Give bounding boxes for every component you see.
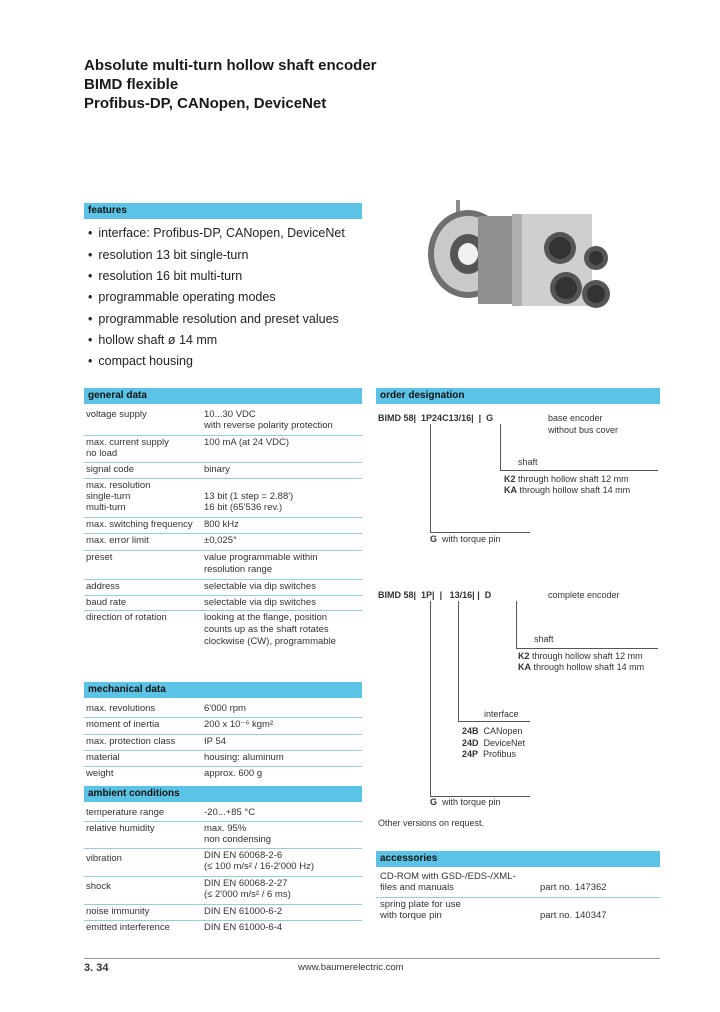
table-row: shock DIN EN 60068-2-27 (≤ 2'000 m/s² / 6 ms) [84, 877, 362, 905]
interface-option: 24B CANopen [462, 726, 523, 736]
feature-item: • hollow shaft ø 14 mm [88, 333, 217, 347]
table-row: max. protection class IP 54 [84, 735, 362, 751]
table-row: preset value programmable within resolution range [84, 551, 362, 580]
option-ka-2: KA through hollow shaft 14 mm [518, 662, 645, 672]
table-row: direction of rotation looking at the flange, position counts up as the shaft rotates clockwise (CW), programmable [86, 612, 336, 647]
accessory-row: CD-ROM with GSD-/EDS-/XML- files and manuals part no. 147362 [376, 870, 660, 898]
page-number: 3. 34 [84, 962, 109, 974]
table-row: max. revolutions 6'000 rpm [84, 702, 362, 718]
table-row: max. error limit ±0,025° [84, 534, 362, 551]
feature-item: • resolution 13 bit single-turn [88, 248, 248, 262]
table-row: emitted interference DIN EN 61000-6-4 [86, 922, 283, 933]
table-row: max. current supply no load 100 mA (at 24 VDC) [84, 436, 362, 463]
interface-option: 24D DeviceNet [462, 738, 526, 748]
ambient-conditions-heading: ambient conditions [84, 786, 362, 802]
base-encoder-label-2: without bus cover [548, 425, 619, 435]
features-heading: features [84, 203, 362, 219]
page-subtitle-interfaces: Profibus-DP, CANopen, DeviceNet [84, 95, 327, 112]
table-row: max. resolution single-turn multi-turn 13 bit (1 step = 2.88') 16 bit (65'536 rev.) [84, 479, 362, 518]
page-title: Absolute multi-turn hollow shaft encoder [84, 57, 377, 74]
option-k2: K2 through hollow shaft 12 mm [504, 474, 629, 484]
base-encoder-label: base encoder [548, 413, 603, 423]
shaft-label-2: shaft [534, 634, 554, 644]
mechanical-data-heading: mechanical data [84, 682, 362, 698]
interface-option: 24P Profibus [462, 749, 517, 759]
footer-divider [84, 958, 660, 959]
website-link[interactable]: www.baumerelectric.com [298, 962, 404, 973]
other-versions-note: Other versions on request. [378, 818, 485, 828]
order-designation-heading: order designation [376, 388, 660, 404]
table-row: relative humidity max. 95% non condensing [84, 822, 362, 849]
feature-item: • resolution 16 bit multi-turn [88, 269, 242, 283]
table-row: weight approx. 600 g [86, 768, 263, 779]
table-row: vibration DIN EN 60068-2-6 (≤ 100 m/s² / 16-2'000 Hz) [84, 849, 362, 877]
feature-item: • interface: Profibus-DP, CANopen, DeviceNet [88, 226, 345, 240]
option-k2-2: K2 through hollow shaft 12 mm [518, 651, 643, 661]
complete-encoder-label: complete encoder [548, 590, 620, 600]
option-g: G with torque pin [430, 534, 501, 544]
option-ka: KA through hollow shaft 14 mm [504, 485, 631, 495]
table-row: noise immunity DIN EN 61000-6-2 [84, 905, 362, 921]
feature-item: • programmable operating modes [88, 290, 276, 304]
table-row: moment of inertia 200 x 10⁻⁶ kgm² [84, 718, 362, 735]
order-code-complete: BIMD 58| 1P| | 13/16| | D [378, 590, 492, 600]
feature-item: • programmable resolution and preset values [88, 312, 339, 326]
page-subtitle: BIMD flexible [84, 76, 179, 93]
accessories-heading: accessories [376, 851, 660, 867]
table-row: voltage supply 10...30 VDC with reverse polarity protection [84, 408, 362, 436]
table-row: baud rate selectable via dip switches [84, 596, 362, 611]
general-data-heading: general data [84, 388, 362, 404]
product-image [418, 196, 618, 326]
table-row: material housing: aluminum [84, 751, 362, 767]
order-code-base: BIMD 58| 1P24C13/16| | G [378, 413, 494, 423]
feature-item: • compact housing [88, 354, 193, 368]
table-row: signal code binary [84, 463, 362, 479]
table-row: max. switching frequency 800 kHz [84, 518, 362, 534]
table-row: address selectable via dip switches [84, 580, 362, 596]
interface-label: interface [484, 709, 519, 719]
table-row: temperature range -20...+85 °C [84, 806, 362, 822]
option-g-2: G with torque pin [430, 797, 501, 807]
accessory-row: spring plate for use with torque pin part no. 140347 [380, 899, 607, 921]
shaft-label: shaft [518, 457, 538, 467]
